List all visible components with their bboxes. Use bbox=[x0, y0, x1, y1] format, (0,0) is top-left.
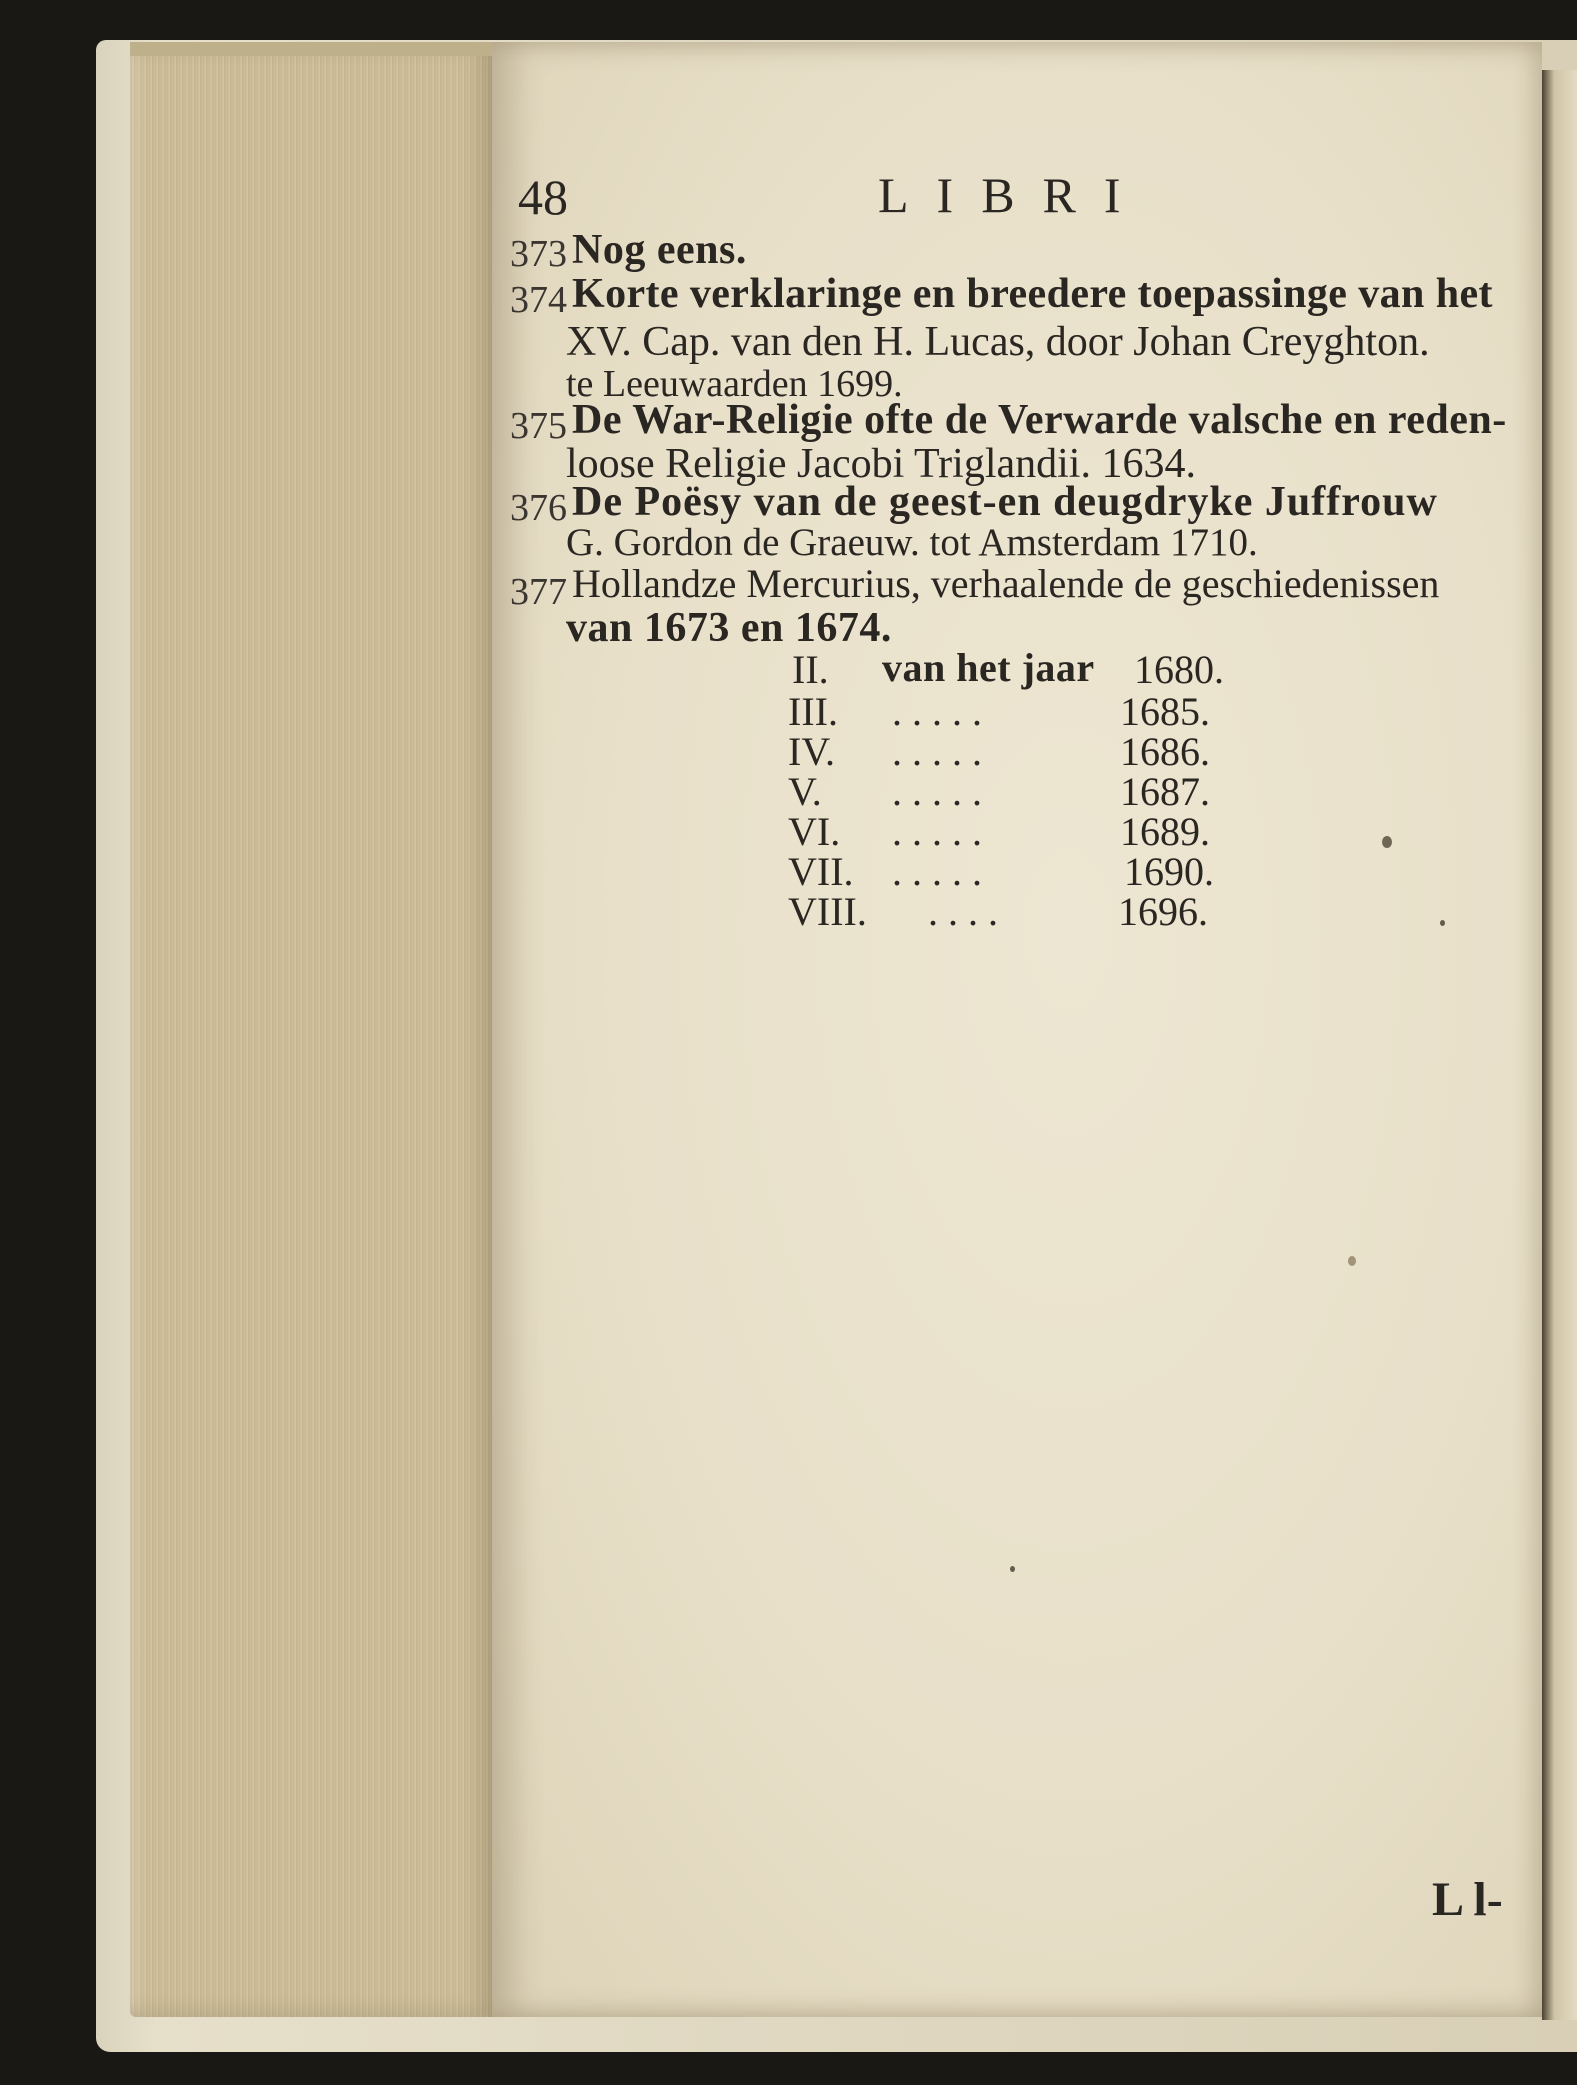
volume-text: . . . . . bbox=[892, 729, 982, 774]
page-edges bbox=[130, 42, 502, 2017]
volume-text: . . . . bbox=[928, 889, 998, 934]
entry-line: De Poësy van de geest-en deugdryke Juffrouw bbox=[572, 479, 1438, 525]
volume-year: 1689. bbox=[1120, 809, 1210, 854]
ink-speck bbox=[1010, 1566, 1015, 1572]
volume-year: 1685. bbox=[1120, 689, 1210, 734]
volume-text: van het jaar bbox=[882, 645, 1095, 690]
volume-label: VII. bbox=[788, 849, 854, 894]
catchword: L l- bbox=[1432, 1873, 1503, 1926]
volume-year: 1696. bbox=[1118, 889, 1208, 934]
ink-speck bbox=[1440, 920, 1445, 926]
entry-number: 373 bbox=[510, 233, 567, 275]
entry-line: XV. Cap. van den H. Lucas, door Johan Creyghton. bbox=[566, 319, 1430, 365]
next-page-edge bbox=[1542, 70, 1577, 2020]
entry-line: G. Gordon de Graeuw. tot Amsterdam 1710. bbox=[566, 521, 1258, 564]
entry-number: 375 bbox=[510, 405, 567, 447]
entry-number: 377 bbox=[510, 571, 567, 613]
volume-text: . . . . . bbox=[892, 809, 982, 854]
page-edges-top bbox=[130, 42, 502, 56]
entry-line: De War-Religie ofte de Verwarde valsche en reden- bbox=[572, 397, 1507, 443]
entry-number: 376 bbox=[510, 487, 567, 529]
volume-label: VI. bbox=[788, 809, 841, 854]
volume-label: III. bbox=[788, 689, 838, 734]
entry-line: loose Religie Jacobi Triglandii. 1634. bbox=[566, 441, 1196, 487]
entry-line: Nog eens. bbox=[572, 227, 747, 273]
ink-speck bbox=[1348, 1256, 1356, 1266]
entry-line: van 1673 en 1674. bbox=[566, 605, 892, 651]
volume-text: . . . . . bbox=[892, 849, 982, 894]
volume-year: 1687. bbox=[1120, 769, 1210, 814]
entry-number: 374 bbox=[510, 279, 567, 321]
volume-year: 1690. bbox=[1124, 849, 1214, 894]
volume-year: 1680. bbox=[1134, 647, 1224, 692]
volume-label: VIII. bbox=[788, 889, 867, 934]
volume-year: 1686. bbox=[1120, 729, 1210, 774]
volume-label: II. bbox=[792, 647, 829, 692]
volume-label: IV. bbox=[788, 729, 836, 774]
entry-line: Hollandze Mercurius, verhaalende de geschiedenissen bbox=[572, 561, 1440, 606]
entry-line: Korte verklaringe en breedere toepassinge van het bbox=[572, 271, 1493, 317]
page-number: 48 bbox=[518, 169, 568, 225]
ink-speck bbox=[1382, 836, 1392, 848]
running-head: LIBRI bbox=[878, 167, 1149, 223]
volume-text: . . . . . bbox=[892, 769, 982, 814]
entry-line: te Leeuwaarden 1699. bbox=[566, 363, 903, 405]
volume-label: V. bbox=[788, 769, 822, 814]
volume-text: . . . . . bbox=[892, 689, 982, 734]
